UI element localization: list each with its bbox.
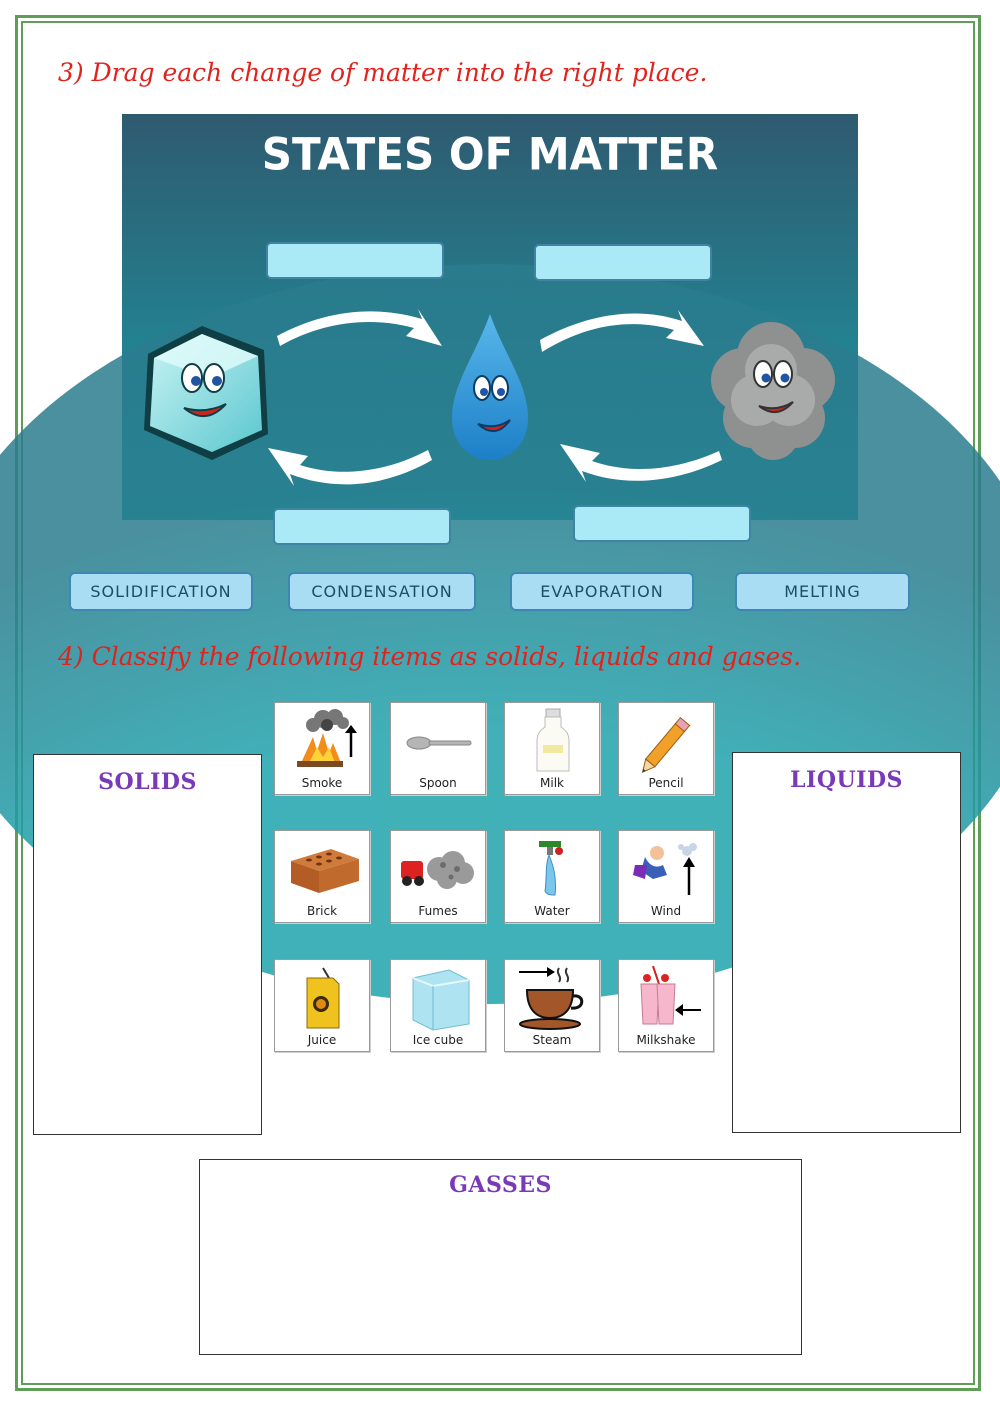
item-card-water[interactable]: [504, 830, 600, 923]
item-label: Smoke: [301, 776, 343, 790]
diagram-title: STATES OF MATTER: [261, 128, 719, 181]
item-label: Juice: [307, 1033, 337, 1047]
ice-cube-icon: [399, 964, 479, 1032]
item-card-pencil[interactable]: [618, 702, 714, 795]
item-label: Pencil: [648, 776, 684, 790]
bin-liquids[interactable]: [732, 752, 961, 1133]
milk-icon: [513, 707, 593, 775]
item-label: Fumes: [418, 904, 458, 918]
item-label: Milk: [540, 776, 564, 790]
item-card-smoke[interactable]: [274, 702, 370, 795]
bin-gases-title: GASSES: [449, 1172, 552, 1198]
steam-icon: [513, 964, 593, 1032]
item-card-juice[interactable]: [274, 959, 370, 1052]
dropzone-gas-to-liquid[interactable]: [573, 505, 751, 542]
bin-liquids-title: LIQUIDS: [790, 767, 903, 793]
item-label: Brick: [306, 904, 338, 918]
spoon-icon: [399, 707, 479, 775]
item-card-steam[interactable]: [504, 959, 600, 1052]
dropzone-liquid-to-gas[interactable]: [534, 244, 712, 281]
instruction-q3: 3) Drag each change of matter into the right place.: [58, 58, 708, 87]
item-card-fumes[interactable]: [390, 830, 486, 923]
smoke-icon: [283, 707, 363, 775]
juice-icon: [283, 964, 363, 1032]
item-label: Spoon: [419, 776, 457, 790]
item-label: Milkshake: [636, 1033, 696, 1047]
dropzone-liquid-to-solid[interactable]: [273, 508, 451, 545]
dropzone-solid-to-liquid[interactable]: [266, 242, 444, 279]
wind-icon: [627, 835, 707, 903]
bin-solids[interactable]: [33, 754, 262, 1135]
item-label: Ice cube: [412, 1033, 464, 1047]
milkshake-icon: [627, 964, 707, 1032]
item-label: Water: [534, 904, 570, 918]
item-card-wind[interactable]: [618, 830, 714, 923]
item-card-ice-cube[interactable]: [390, 959, 486, 1052]
chip-evaporation[interactable]: EVAPORATION: [510, 572, 694, 611]
item-label: Steam: [532, 1033, 572, 1047]
item-card-brick[interactable]: [274, 830, 370, 923]
bin-gases[interactable]: [199, 1159, 802, 1355]
fumes-icon: [399, 835, 479, 903]
bin-solids-title: SOLIDS: [98, 769, 197, 795]
item-card-milk[interactable]: [504, 702, 600, 795]
chip-solidification[interactable]: SOLIDIFICATION: [69, 572, 253, 611]
item-card-spoon[interactable]: [390, 702, 486, 795]
brick-icon: [283, 835, 363, 903]
chip-condensation[interactable]: CONDENSATION: [288, 572, 476, 611]
item-label: Wind: [650, 904, 682, 918]
item-card-milkshake[interactable]: [618, 959, 714, 1052]
instruction-q4: 4) Classify the following items as solids, liquids and gases.: [58, 642, 802, 671]
pencil-icon: [627, 707, 707, 775]
water-icon: [513, 835, 593, 903]
chip-melting[interactable]: MELTING: [735, 572, 910, 611]
